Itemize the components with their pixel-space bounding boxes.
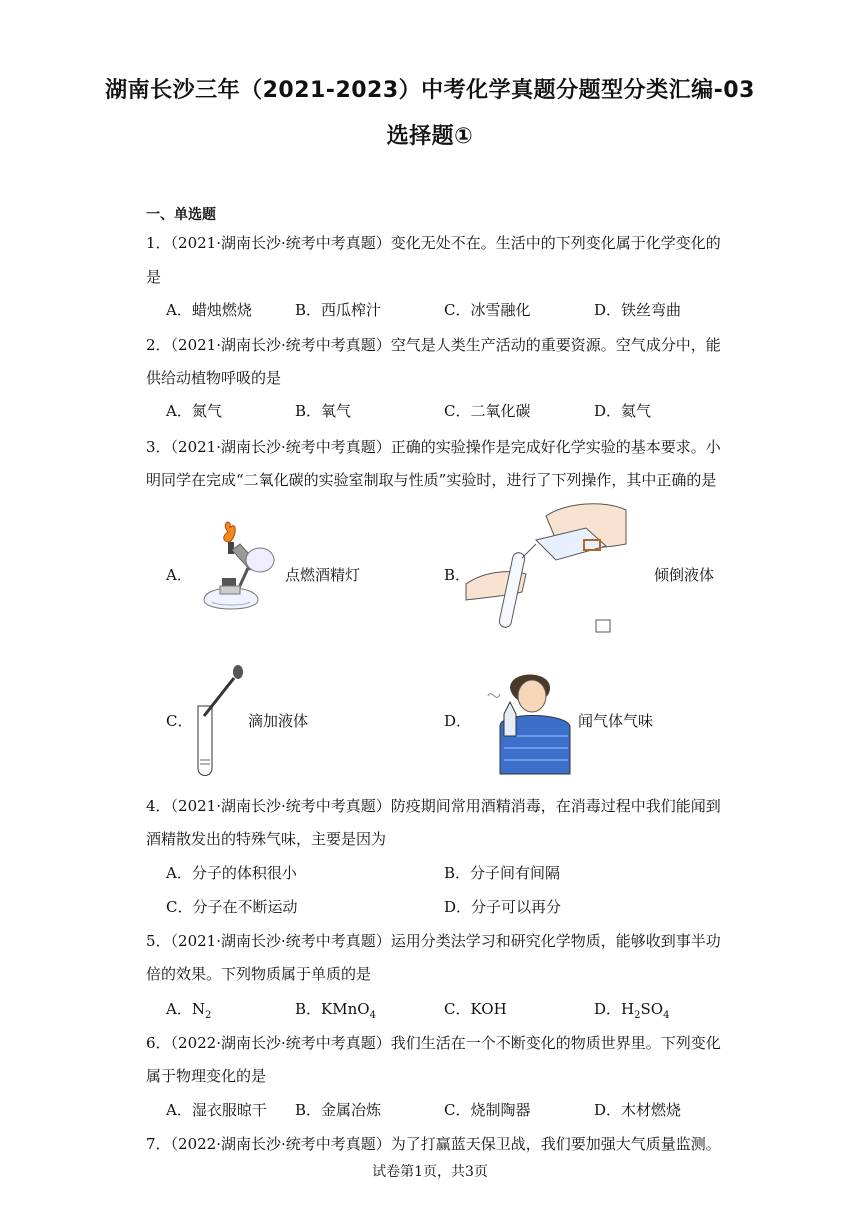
q6-option-d[interactable]: D．木材燃烧 (594, 1101, 682, 1119)
dropper-test-tube-icon (190, 664, 250, 780)
question-1-line2: 是 (146, 268, 162, 286)
q3-option-a-letter[interactable]: A． (166, 566, 192, 584)
q6-option-b[interactable]: B．金属冶炼 (295, 1101, 382, 1119)
document-subtitle: 选择题① (386, 124, 474, 149)
q1-option-a[interactable]: A．蜡烛燃烧 (166, 301, 252, 319)
q2-option-d[interactable]: D．氦气 (594, 402, 652, 420)
alcohol-lamp-lighting-icon (188, 520, 284, 620)
question-2-line1: 2．（2021·湖南长沙·统考中考真题）空气是人类生产活动的重要资源。空气成分中，能 (146, 336, 721, 354)
q6-option-c[interactable]: C．烧制陶器 (444, 1101, 531, 1119)
question-1-line1: 1．（2021·湖南长沙·统考中考真题）变化无处不在。生活中的下列变化属于化学变化的 (146, 234, 721, 252)
document-title: 湖南长沙三年（2021-2023）中考化学真题分题型分类汇编-03 (105, 78, 755, 103)
section-heading: 一、单选题 (146, 207, 216, 223)
q2-option-a[interactable]: A．氮气 (166, 402, 222, 420)
question-3-line2: 明同学在完成“二氧化碳的实验室制取与性质”实验时，进行了下列操作，其中正确的是 (146, 471, 717, 489)
question-7-line1: 7．（2022·湖南长沙·统考中考真题）为了打赢蓝天保卫战，我们要加强大气质量监测。 (146, 1135, 721, 1153)
q3-option-c-letter[interactable]: C． (166, 712, 193, 730)
q3-option-c-caption: 滴加液体 (248, 712, 309, 730)
question-5-line2: 倍的效果。下列物质属于单质的是 (146, 965, 372, 983)
question-4-line1: 4．（2021·湖南长沙·统考中考真题）防疫期间常用酒精消毒，在消毒过程中我们能闻到 (146, 797, 721, 815)
q6-option-a[interactable]: A．湿衣服晾干 (166, 1101, 267, 1119)
q2-option-c[interactable]: C．二氧化碳 (444, 402, 531, 420)
q4-option-d[interactable]: D．分子可以再分 (444, 898, 562, 916)
question-6-line1: 6．（2022·湖南长沙·统考中考真题）我们生活在一个不断变化的物质世界里。下列变化 (146, 1034, 721, 1052)
question-4-line2: 酒精散发出的特殊气味，主要是因为 (146, 830, 387, 848)
q4-option-b[interactable]: B．分子间有间隔 (444, 864, 561, 882)
q4-option-c[interactable]: C．分子在不断运动 (166, 898, 298, 916)
q3-option-a-caption: 点燃酒精灯 (285, 566, 361, 584)
q2-option-b[interactable]: B．氧气 (295, 402, 352, 420)
q1-option-c[interactable]: C．冰雪融化 (444, 301, 531, 319)
pouring-liquid-icon (466, 500, 636, 640)
question-2-line2: 供给动植物呼吸的是 (146, 369, 282, 387)
q5-option-b[interactable]: B．KMnO$_4$ (295, 1000, 376, 1021)
q3-option-d-caption: 闻气体气味 (578, 712, 654, 730)
q3-option-d-letter[interactable]: D． (444, 712, 472, 730)
question-5-line1: 5．（2021·湖南长沙·统考中考真题）运用分类法学习和研究化学物质，能够收到事半功 (146, 932, 721, 950)
question-6-line2: 属于物理变化的是 (146, 1067, 267, 1085)
q1-option-b[interactable]: B．西瓜榨汁 (295, 301, 382, 319)
q1-option-d[interactable]: D．铁丝弯曲 (594, 301, 682, 319)
q5-option-a[interactable]: A．$N_2$ (166, 1000, 212, 1021)
q3-option-b-caption: 倾倒液体 (654, 566, 715, 584)
q3-option-b-letter[interactable]: B． (444, 566, 471, 584)
smelling-gas-icon (480, 666, 576, 774)
page-footer: 试卷第1页，共3页 (372, 1164, 488, 1180)
q5-option-c[interactable]: C．KOH (444, 1000, 507, 1018)
q4-option-a[interactable]: A．分子的体积很小 (166, 864, 297, 882)
q5-option-d[interactable]: D．$H_2SO_4$ (594, 1000, 670, 1021)
question-3-line1: 3．（2021·湖南长沙·统考中考真题）正确的实验操作是完成好化学实验的基本要求。小 (146, 438, 721, 456)
